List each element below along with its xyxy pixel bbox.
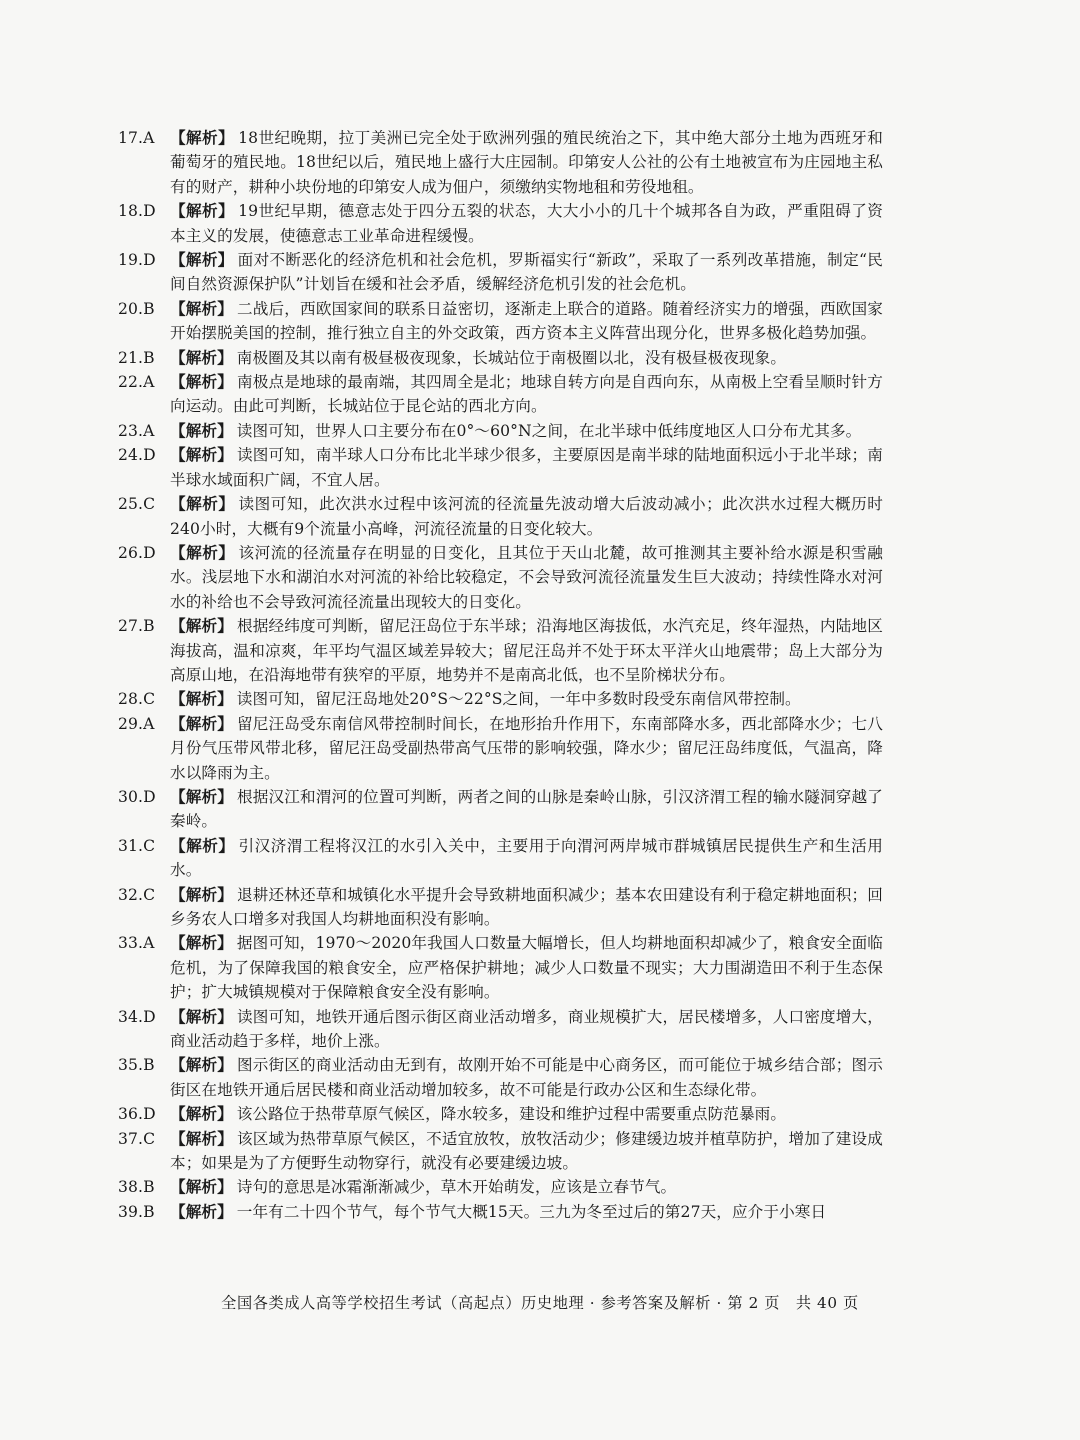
answer-entry <box>118 614 883 687</box>
answer-explanation <box>170 248 883 297</box>
answer-number: 26.D <box>118 543 156 562</box>
analysis-tag: 【解析】 <box>170 1128 234 1148</box>
answer-explanation <box>170 199 883 248</box>
analysis-tag: 【解析】 <box>170 1104 233 1124</box>
answer-explanation <box>170 126 883 199</box>
answer-number: 39.B <box>118 1202 155 1221</box>
analysis-tag: 【解析】 <box>170 1055 234 1075</box>
explanation-text: 该河流的径流量存在明显的日变化，且其位于天山北麓，故可推测其主要补给水源是积雪融水。浅层地下水和湖泊水对河流的补给比较稳定，不会导致河流径流量发生巨大波动；持续性降水对河水的补给也不会导致河流径流量出现较大的日变化。 <box>170 543 883 611</box>
explanation-text: 南极点是地球的最南端，其四周全是北；地球自转方向是自西向东，从南极上空看呈顺时针方向运动。由此可判断，长城站位于昆仑站的西北方向。 <box>170 373 883 416</box>
answer-number: 30.D <box>118 787 156 806</box>
analysis-tag: 【解析】 <box>170 1177 233 1197</box>
answer-entry <box>118 297 883 346</box>
explanation-text: 该公路位于热带草原气候区，降水较多，建设和维护过程中需要重点防范暴雨。 <box>236 1105 787 1124</box>
answer-explanation <box>170 1200 883 1224</box>
analysis-tag: 【解析】 <box>170 689 233 709</box>
analysis-tag: 【解析】 <box>170 933 233 953</box>
analysis-tag: 【解析】 <box>170 616 234 636</box>
answer-entry <box>118 126 883 199</box>
answer-explanation <box>170 1127 883 1176</box>
answer-entry <box>118 785 883 834</box>
analysis-tag: 【解析】 <box>170 201 235 221</box>
analysis-tag: 【解析】 <box>170 128 235 147</box>
answer-number: 18.D <box>118 202 156 221</box>
answer-explanation <box>170 443 883 492</box>
answer-explanation <box>170 1053 883 1102</box>
answer-entry <box>118 346 883 370</box>
answer-explanation <box>170 419 883 443</box>
answer-entry <box>118 883 883 932</box>
explanation-text: 面对不断恶化的经济危机和社会危机，罗斯福实行“新政”，采取了一系列改革措施，制定“民间自然资源保护队”计划旨在缓和社会矛盾，缓解经济危机引发的社会危机。 <box>170 251 883 294</box>
answer-entry <box>118 1102 883 1126</box>
answer-explanation <box>170 687 883 711</box>
answer-number: 20.B <box>118 299 155 318</box>
answer-explanation <box>170 370 883 419</box>
answer-explanation <box>170 1175 883 1199</box>
explanation-text: 读图可知，此次洪水过程中该河流的径流量先波动增大后波动减小；此次洪水过程大概历时240小时，大概有9个流量小高峰，河流径流量的日变化较大。 <box>170 495 883 538</box>
explanation-text: 该区域为热带草原气候区，不适宜放牧，放牧活动少；修建缓边坡并植草防护，增加了建设成本；如果是为了方便野生动物穿行，就没有必要建缓边坡。 <box>170 1129 883 1173</box>
explanation-text: 根据经纬度可判断，留尼汪岛位于东半球；沿海地区海拔低，水汽充足，终年湿热，内陆地区海拔高，温和凉爽，年平均气温区域差异较大；留尼汪岛并不处于环太平洋火山地震带；岛上大部分为高原山地，在沿海地带有狭窄的平原，地势并不是南高北低，也不呈阶梯状分布。 <box>170 617 883 684</box>
answer-entry <box>118 687 883 711</box>
analysis-tag: 【解析】 <box>170 250 234 270</box>
answer-number: 28.C <box>118 690 156 709</box>
explanation-text: 据图可知，1970～2020年我国人口数量大幅增长，但人均耕地面积却减少了，粮食安全面临危机，为了保障我国的粮食安全，应严格保护耕地；减少人口数量不现实；大力围湖造田不利于生态保护；扩大城镇规模对于保障粮食安全没有影响。 <box>170 934 883 1002</box>
answer-explanation <box>170 834 883 883</box>
analysis-tag: 【解析】 <box>170 347 233 367</box>
answer-explanation <box>170 785 883 834</box>
explanation-text: 读图可知，地铁开通后图示街区商业活动增多，商业规模扩大，居民楼增多，人口密度增大，商业活动趋于多样，地价上涨。 <box>170 1007 883 1051</box>
answer-number: 32.C <box>118 885 156 904</box>
explanation-text: 18世纪晚期，拉丁美洲已完全处于欧洲列强的殖民统治之下，其中绝大部分土地为西班牙和葡萄牙的殖民地。18世纪以后，殖民地上盛行大庄园制。印第安人公社的公有土地被宣布为庄园地主私有的财产，耕种小块份地的印第安人成为佃户，须缴纳实物地租和劳役地租。 <box>170 129 883 196</box>
answer-explanation <box>170 346 883 370</box>
answer-entry <box>118 248 883 297</box>
answer-entry <box>118 492 883 541</box>
answer-entry <box>118 834 883 883</box>
answer-entry <box>118 443 883 492</box>
answer-explanation <box>170 931 883 1004</box>
analysis-tag: 【解析】 <box>170 884 234 904</box>
analysis-tag: 【解析】 <box>170 494 235 514</box>
explanation-text: 一年有二十四个节气，每个节气大概15天。三九为冬至过后的第27天，应介于小寒日 <box>236 1202 827 1221</box>
analysis-tag: 【解析】 <box>170 420 233 440</box>
answer-entry <box>118 541 883 614</box>
answer-entry <box>118 1127 883 1176</box>
explanation-text: 退耕还林还草和城镇化水平提升会导致耕地面积减少；基本农田建设有利于稳定耕地面积；回乡务农人口增多对我国人均耕地面积没有影响。 <box>170 885 883 928</box>
analysis-tag: 【解析】 <box>170 1006 234 1026</box>
analysis-tag: 【解析】 <box>170 372 234 392</box>
answer-number: 34.D <box>118 1007 156 1026</box>
explanation-text: 19世纪早期，德意志处于四分五裂的状态，大大小小的几十个城邦各自为政，严重阻碍了资本主义的发展，使德意志工业革命进程缓慢。 <box>170 202 883 245</box>
answer-explanation <box>170 492 883 541</box>
answer-number: 35.B <box>118 1056 155 1075</box>
answer-explanation <box>170 1102 883 1126</box>
answer-explanation <box>170 712 883 785</box>
answer-number: 37.C <box>118 1129 156 1148</box>
answer-number: 36.D <box>118 1105 156 1124</box>
answer-explanation <box>170 1005 883 1054</box>
analysis-tag: 【解析】 <box>170 542 235 562</box>
answer-entry <box>118 370 883 419</box>
explanation-text: 读图可知，世界人口主要分布在0°～60°N之间，在北半球中低纬度地区人口分布尤其多。 <box>236 421 862 440</box>
answer-number: 31.C <box>118 836 156 855</box>
answer-explanation <box>170 883 883 932</box>
explanation-text: 根据汉江和渭河的位置可判断，两者之间的山脉是秦岭山脉，引汉济渭工程的输水隧洞穿越了秦岭。 <box>170 787 883 831</box>
analysis-tag: 【解析】 <box>170 445 234 465</box>
answer-number: 25.C <box>118 495 156 514</box>
answer-number: 22.A <box>118 373 155 392</box>
answer-number: 38.B <box>118 1178 155 1197</box>
answer-entry <box>118 1200 883 1224</box>
answer-number: 17.A <box>118 129 155 147</box>
answer-entry <box>118 419 883 443</box>
answer-number: 23.A <box>118 421 155 440</box>
analysis-tag: 【解析】 <box>170 786 234 806</box>
answer-number: 21.B <box>118 348 155 367</box>
answer-number: 19.D <box>118 251 156 270</box>
answer-number: 33.A <box>118 934 155 953</box>
analysis-tag: 【解析】 <box>170 835 235 855</box>
answer-number: 29.A <box>118 714 155 733</box>
analysis-tag: 【解析】 <box>170 1201 233 1221</box>
explanation-text: 读图可知，留尼汪岛地处20°S～22°S之间，一年中多数时段受东南信风带控制。 <box>236 690 801 709</box>
explanation-text: 留尼汪岛受东南信风带控制时间长，在地形抬升作用下，东南部降水多，西北部降水少；七八月份气压带风带北移，留尼汪岛受副热带高气压带的影响较强，降水少；留尼汪岛纬度低，气温高，降水以降雨为主。 <box>170 714 883 782</box>
analysis-tag: 【解析】 <box>170 713 234 733</box>
explanation-text: 二战后，西欧国家间的联系日益密切，逐渐走上联合的道路。随着经济实力的增强，西欧国家开始摆脱美国的控制，推行独立自主的外交政策，西方资本主义阵营出现分化，世界多极化趋势加强。 <box>170 299 883 343</box>
answer-number: 27.B <box>118 617 155 636</box>
answer-entry <box>118 1005 883 1054</box>
explanation-text: 诗句的意思是冰霜渐渐减少，草木开始萌发，应该是立春节气。 <box>236 1178 677 1197</box>
explanation-text: 南极圈及其以南有极昼极夜现象，长城站位于南极圈以北，没有极昼极夜现象。 <box>236 348 787 367</box>
explanation-text: 图示街区的商业活动由无到有，故刚开始不可能是中心商务区，而可能位于城乡结合部；图示街区在地铁开通后居民楼和商业活动增加较多，故不可能是行政办公区和生态绿化带。 <box>170 1056 883 1099</box>
answer-number: 24.D <box>118 446 156 465</box>
answer-entry <box>118 199 883 248</box>
page-footer: 全国各类成人高等学校招生考试（高起点）历史地理 · 参考答案及解析 · 第 2 页 共 40 页 <box>221 1294 859 1312</box>
answer-list <box>118 126 883 1224</box>
answer-entry <box>118 1053 883 1102</box>
explanation-text: 引汉济渭工程将汉江的水引入关中，主要用于向渭河两岸城市群城镇居民提供生产和生活用水。 <box>170 836 883 880</box>
answer-entry <box>118 931 883 1004</box>
answer-entry <box>118 712 883 785</box>
answer-explanation <box>170 297 883 346</box>
explanation-text: 读图可知，南半球人口分布比北半球少很多，主要原因是南半球的陆地面积远小于北半球；南半球水域面积广阔，不宜人居。 <box>170 446 883 489</box>
answer-entry <box>118 1175 883 1199</box>
answer-explanation <box>170 614 883 687</box>
answer-explanation <box>170 541 883 614</box>
analysis-tag: 【解析】 <box>170 298 234 318</box>
